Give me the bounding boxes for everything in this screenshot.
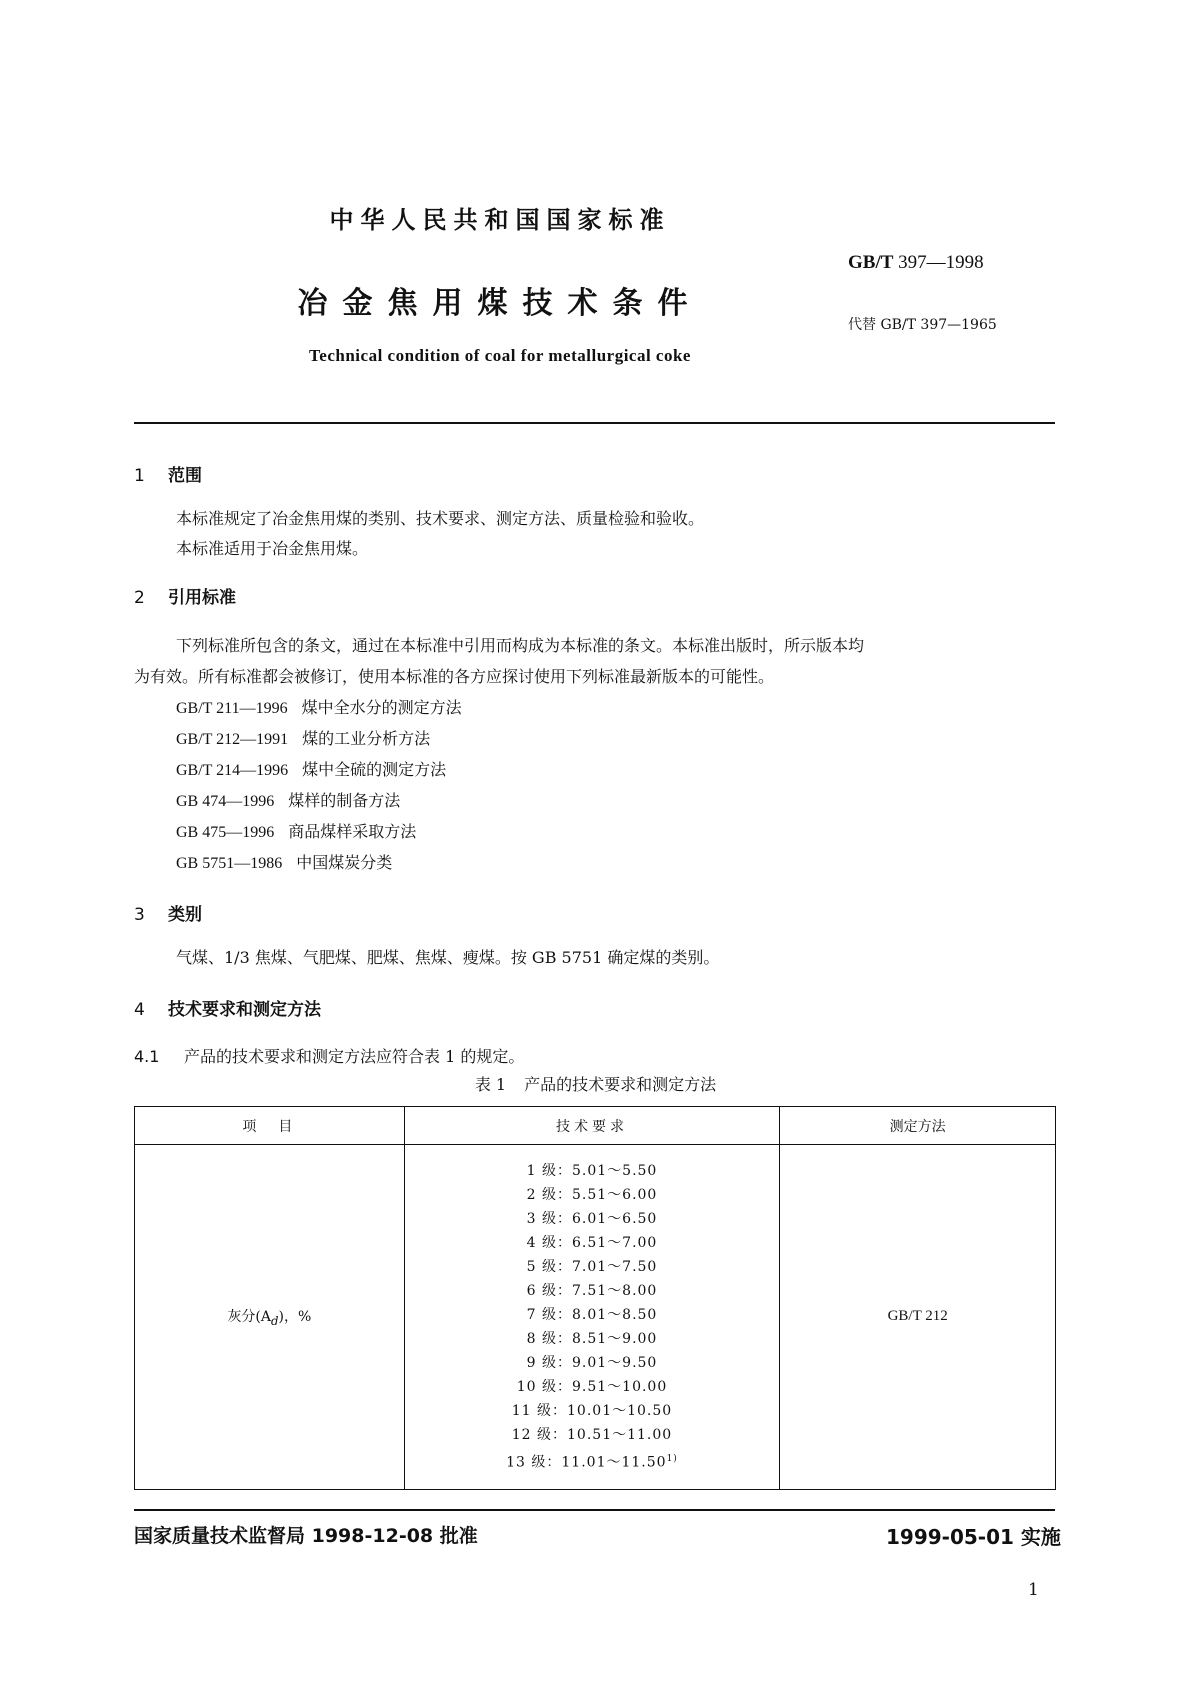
clause-4-1 — [134, 1044, 524, 1067]
section-2-heading — [134, 583, 236, 608]
page-number: 1 — [1028, 1580, 1039, 1600]
method-cell: GB/T 212 — [780, 1145, 1056, 1490]
section-number: 3 — [134, 905, 145, 925]
grade-item: 9 级：9.01～9.50 — [526, 1355, 658, 1371]
reference-title: 商品煤样采取方法 — [288, 822, 417, 841]
document-title: 冶金焦用煤技术条件 — [297, 286, 703, 321]
reference-item — [176, 728, 430, 751]
grade-item: 8 级：8.51～9.00 — [526, 1331, 658, 1347]
ash-label: 灰分(A — [227, 1308, 272, 1325]
clause-number: 4.1 — [134, 1047, 160, 1066]
reference-title: 煤样的制备方法 — [288, 791, 401, 810]
reference-title: 煤中全硫的测定方法 — [302, 760, 447, 779]
standard-code-number: 397—1998 — [898, 252, 984, 273]
ash-subscript: d — [271, 1313, 279, 1328]
table-header-row — [135, 1107, 1056, 1145]
section-4-heading — [134, 995, 321, 1020]
section-title: 类别 — [168, 905, 202, 925]
header-method: 测定方法 — [780, 1107, 1056, 1145]
grade-text: 13 级：11.01～11.50 — [506, 1454, 667, 1471]
section-title: 引用标准 — [168, 588, 236, 608]
reference-code: GB 5751—1986 — [176, 855, 283, 872]
grade-item-last — [405, 1447, 780, 1475]
section-title: 技术要求和测定方法 — [168, 1000, 321, 1020]
standard-title: 中华人民共和国国家标准 — [329, 206, 671, 234]
section-1-paragraph-1: 本标准规定了冶金焦用煤的类别、技术要求、测定方法、质量检验和验收。 — [176, 509, 705, 528]
grade-item: 10 级：9.51～10.00 — [516, 1379, 668, 1395]
reference-item — [176, 821, 416, 844]
reference-code: GB 475—1996 — [176, 824, 275, 841]
footnote-marker: 1) — [666, 1454, 678, 1464]
section-title: 范围 — [168, 466, 202, 486]
grade-item: 4 级：6.51～7.00 — [526, 1235, 658, 1251]
approval-line: 国家质量技术监督局 1998-12-08 批准 — [134, 1525, 478, 1547]
standard-code — [848, 252, 984, 274]
section-2-paragraph-line-2: 为有效。所有标准都会被修订，使用本标准的各方应探讨使用下列标准最新版本的可能性。 — [134, 667, 775, 686]
grade-list — [404, 1145, 780, 1490]
grade-item: 3 级：6.01～6.50 — [526, 1211, 658, 1227]
footer-divider — [134, 1509, 1055, 1511]
table-caption-text: 产品的技术要求和测定方法 — [524, 1075, 717, 1094]
reference-code: GB/T 212—1991 — [176, 731, 289, 748]
reference-title: 煤的工业分析方法 — [302, 729, 431, 748]
reference-code: GB/T 214—1996 — [176, 762, 289, 779]
grade-item: 7 级：8.01～8.50 — [526, 1307, 658, 1323]
header-divider — [134, 422, 1055, 424]
section-1-heading — [134, 461, 202, 486]
grade-item: 5 级：7.01～7.50 — [526, 1259, 658, 1275]
reference-code: GB/T 211—1996 — [176, 700, 288, 717]
section-2-paragraph-line-1: 下列标准所包含的条文，通过在本标准中引用而构成为本标准的条文。本标准出版时，所示版本均 — [176, 636, 865, 655]
replaces-standard: 代替 GB/T 397—1965 — [848, 317, 997, 333]
ash-label-suffix: )，% — [278, 1308, 312, 1325]
reference-item — [176, 697, 462, 720]
section-1-paragraph-2: 本标准适用于冶金焦用煤。 — [176, 539, 369, 558]
grade-item: 11 级：10.01～10.50 — [511, 1403, 673, 1419]
grade-item: 6 级：7.51～8.00 — [526, 1283, 658, 1299]
section-number: 4 — [134, 1000, 145, 1020]
table-row — [135, 1145, 1056, 1490]
reference-item — [176, 759, 446, 782]
grade-item: 1 级：5.01～5.50 — [526, 1163, 658, 1179]
header-requirement: 技术要求 — [404, 1107, 780, 1145]
table-caption-label: 表 1 — [474, 1075, 507, 1094]
header-item: 项 目 — [135, 1107, 405, 1145]
reference-item — [176, 790, 400, 813]
reference-code: GB 474—1996 — [176, 793, 275, 810]
grade-item: 2 级：5.51～6.00 — [526, 1187, 658, 1203]
section-number: 2 — [134, 588, 145, 608]
clause-text: 产品的技术要求和测定方法应符合表 1 的规定。 — [184, 1047, 525, 1066]
section-number: 1 — [134, 466, 145, 486]
section-3-paragraph: 气煤、1/3 焦煤、气肥煤、肥煤、焦煤、瘦煤。按 GB 5751 确定煤的类别。 — [176, 948, 720, 967]
reference-title: 中国煤炭分类 — [296, 853, 393, 872]
reference-title: 煤中全水分的测定方法 — [301, 698, 462, 717]
grade-item: 12 级：10.51～11.00 — [511, 1427, 673, 1443]
effective-date: 1999-05-01 实施 — [886, 1525, 1061, 1549]
item-cell — [135, 1145, 405, 1490]
document-title-english: Technical condition of coal for metallurgical coke — [309, 346, 691, 365]
standard-code-prefix: GB/T — [848, 252, 894, 273]
section-3-heading — [134, 900, 202, 925]
requirements-table — [134, 1106, 1056, 1490]
reference-item — [176, 852, 392, 875]
table-caption — [0, 1072, 1191, 1095]
